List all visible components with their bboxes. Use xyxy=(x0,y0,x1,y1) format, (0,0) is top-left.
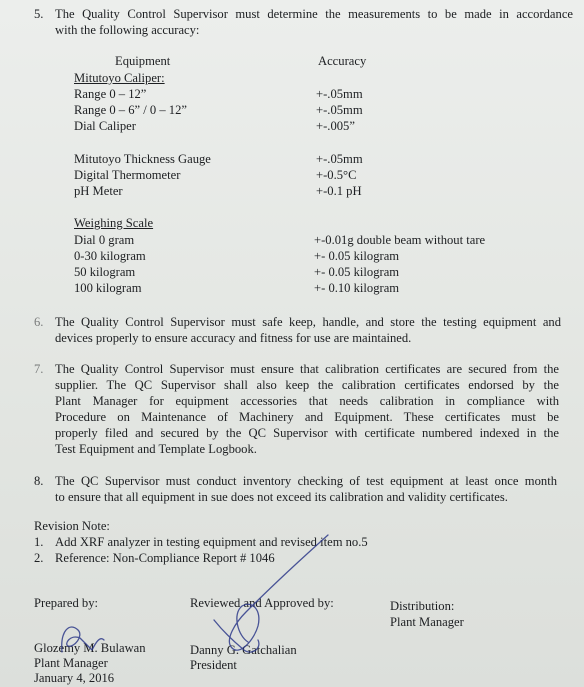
accuracy-cell: +-.05mm xyxy=(316,103,363,117)
group-caliper: Mitutoyo Caliper: xyxy=(74,71,165,85)
item-7-line: The Quality Control Supervisor must ensure that calibration certificates are secured from the xyxy=(55,362,559,376)
preparer-date: January 4, 2016 xyxy=(34,671,115,685)
approver-name: Danny G. Gatchalian xyxy=(190,643,297,657)
distribution-label: Distribution: xyxy=(390,599,455,613)
item-6-number: 6. xyxy=(34,315,44,329)
accuracy-cell: +-0.1 pH xyxy=(316,184,362,198)
revision-item-number: 1. xyxy=(34,535,44,549)
revision-item-text: Reference: Non-Compliance Report # 1046 xyxy=(55,551,275,565)
item-5-number: 5. xyxy=(34,7,44,21)
item-7-text xyxy=(55,361,559,457)
accuracy-cell: +-0.5°C xyxy=(316,168,357,182)
reviewed-approved-label: Reviewed and Approved by: xyxy=(190,596,334,610)
header-accuracy: Accuracy xyxy=(318,54,367,68)
accuracy-cell: +-.005” xyxy=(316,119,355,133)
equipment-cell: 100 kilogram xyxy=(74,281,142,295)
item-5-line: with the following accuracy: xyxy=(55,23,200,37)
revision-item-text: Add XRF analyzer in testing equipment and revised item no.5 xyxy=(55,535,368,549)
accuracy-cell: +-.05mm xyxy=(316,87,363,101)
item-5-text xyxy=(55,6,573,38)
item-7-line: properly filed and secured by the QC Supervisor with certificate numbered indexed in the xyxy=(55,426,559,440)
item-6-text xyxy=(55,314,561,346)
equipment-cell: 0-30 kilogram xyxy=(74,249,146,263)
item-6-line: The Quality Control Supervisor must safe keep, handle, and store the testing equipment and xyxy=(55,315,561,329)
prepared-by-label: Prepared by: xyxy=(34,596,98,610)
equipment-cell: Dial 0 gram xyxy=(74,233,135,247)
equipment-cell: Range 0 – 12” xyxy=(74,87,147,101)
group-weighing-scale: Weighing Scale xyxy=(74,216,154,230)
equipment-cell: pH Meter xyxy=(74,184,123,198)
revision-item-number: 2. xyxy=(34,551,44,565)
item-7-number: 7. xyxy=(34,362,44,376)
item-8-line: to ensure that all equipment in sue does not exceed its calibration and validity certificates. xyxy=(55,490,508,504)
item-5-line: The Quality Control Supervisor must determine the measurements to be made in accordance xyxy=(55,7,573,21)
equipment-cell: Dial Caliper xyxy=(74,119,136,133)
preparer-name: Glozemy M. Bulawan xyxy=(34,641,146,655)
item-8-number: 8. xyxy=(34,474,44,488)
accuracy-cell: +-0.01g double beam without tare xyxy=(314,233,486,247)
distribution-value: Plant Manager xyxy=(390,615,464,629)
equipment-cell: 50 kilogram xyxy=(74,265,136,279)
item-7-line: Procedure on Maintenance of Machinery and Equipment. These certificates must be xyxy=(55,410,559,424)
accuracy-cell: +- 0.05 kilogram xyxy=(314,249,400,263)
accuracy-cell: +- 0.10 kilogram xyxy=(314,281,400,295)
revision-title: Revision Note: xyxy=(34,519,110,533)
equipment-cell: Digital Thermometer xyxy=(74,168,181,182)
item-7-line: Test Equipment and Template Logbook. xyxy=(55,442,257,456)
accuracy-cell: +-.05mm xyxy=(316,152,363,166)
item-6-line: devices properly to ensure accuracy and fitness for use are maintained. xyxy=(55,331,412,345)
item-7-line: supplier. The QC Supervisor shall also keep the calibration certificates endorsed by the xyxy=(55,378,559,392)
preparer-title: Plant Manager xyxy=(34,656,108,670)
header-equipment: Equipment xyxy=(115,54,171,68)
item-8-line: The QC Supervisor must conduct inventory checking of test equipment at least once month xyxy=(55,474,557,488)
equipment-cell: Range 0 – 6” / 0 – 12” xyxy=(74,103,187,117)
equipment-cell: Mitutoyo Thickness Gauge xyxy=(74,152,211,166)
accuracy-cell: +- 0.05 kilogram xyxy=(314,265,400,279)
item-8-text xyxy=(55,473,557,505)
approver-title: President xyxy=(190,658,237,672)
item-7-line: Plant Manager for equipment accessories that needs calibration in compliance with xyxy=(55,394,559,408)
